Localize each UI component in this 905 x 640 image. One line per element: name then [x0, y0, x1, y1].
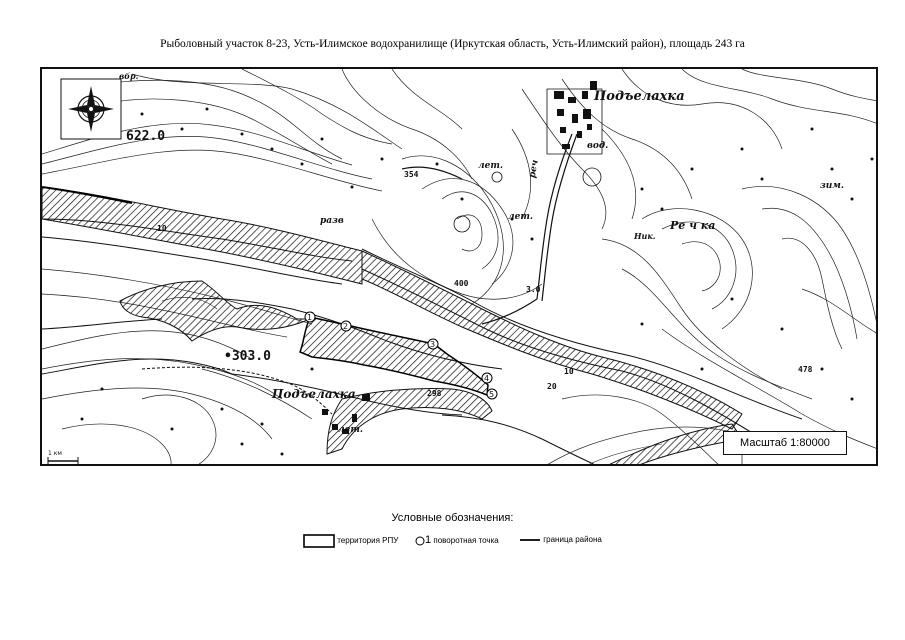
shore-hatch-northwest — [42, 187, 362, 284]
elevation-3-0: 3.0 — [526, 285, 541, 294]
legend-item-border — [519, 534, 602, 546]
label-raze: разв — [320, 216, 344, 226]
elevation-622: 622.0 — [126, 129, 166, 144]
label-zim: зим. — [820, 181, 844, 191]
depth-20: 20 — [547, 382, 557, 391]
elevation-303: •303.0 — [224, 349, 271, 364]
label-let-1: лет. — [478, 161, 503, 171]
legend-title: Условные обозначения: — [391, 512, 514, 524]
turning-point-4: 4 — [484, 374, 490, 383]
legend-label-border: граница района — [543, 535, 602, 545]
elevation-354: 354 — [404, 170, 419, 179]
hatched-area-west — [120, 281, 313, 341]
compass-rose-icon — [61, 79, 121, 139]
shore-hatch-south — [602, 424, 742, 466]
turning-point-3: 3 — [430, 340, 436, 349]
elevation-478: 478 — [798, 365, 813, 374]
map-scale-bar — [48, 457, 78, 464]
map-drawing — [42, 69, 878, 466]
topographic-map — [40, 67, 878, 466]
turning-point-2: 2 — [343, 322, 349, 331]
district-border-icon — [519, 534, 541, 546]
scale-box: Масштаб 1:80000 — [723, 431, 847, 455]
river-label: Ре ч ка — [670, 219, 716, 232]
turning-point-icon — [415, 535, 425, 547]
rpu-territory-polygon — [300, 317, 488, 395]
label-let-2: лет. — [508, 212, 533, 222]
scale-bar-label: 1 км — [48, 450, 62, 457]
hatched-area-icon — [303, 534, 335, 548]
elevation-298: 298 — [427, 389, 442, 398]
label-ret: реч — [527, 159, 541, 179]
turning-point-5: 5 — [489, 390, 495, 399]
depth-10-west: 10 — [157, 224, 167, 233]
village-label-north: Подъелахка — [594, 89, 685, 104]
label-vbr: вбр. — [119, 71, 139, 81]
legend-point-number: 1 — [425, 534, 432, 546]
label-nik: Ник. — [634, 231, 656, 241]
elevation-400: 400 — [454, 279, 469, 288]
label-let-3: лет. — [338, 425, 363, 435]
legend-item-turning-point — [415, 534, 499, 547]
label-vod: вод. — [587, 141, 609, 151]
turning-point-1: 1 — [307, 313, 313, 322]
village-label-south: Подъелахка — [272, 387, 356, 401]
legend-item-rpu — [303, 534, 398, 548]
map-title: Рыболовный участок 8-23, Усть-Илимское водохранилище (Иркутская область, Усть-Илимский район), площадь 243 га — [160, 38, 745, 50]
depth-10-east: 10 — [564, 367, 574, 376]
legend-label-rpu: территория РПУ — [337, 536, 399, 546]
legend-label-turning-point: поворотная точка — [433, 536, 499, 545]
